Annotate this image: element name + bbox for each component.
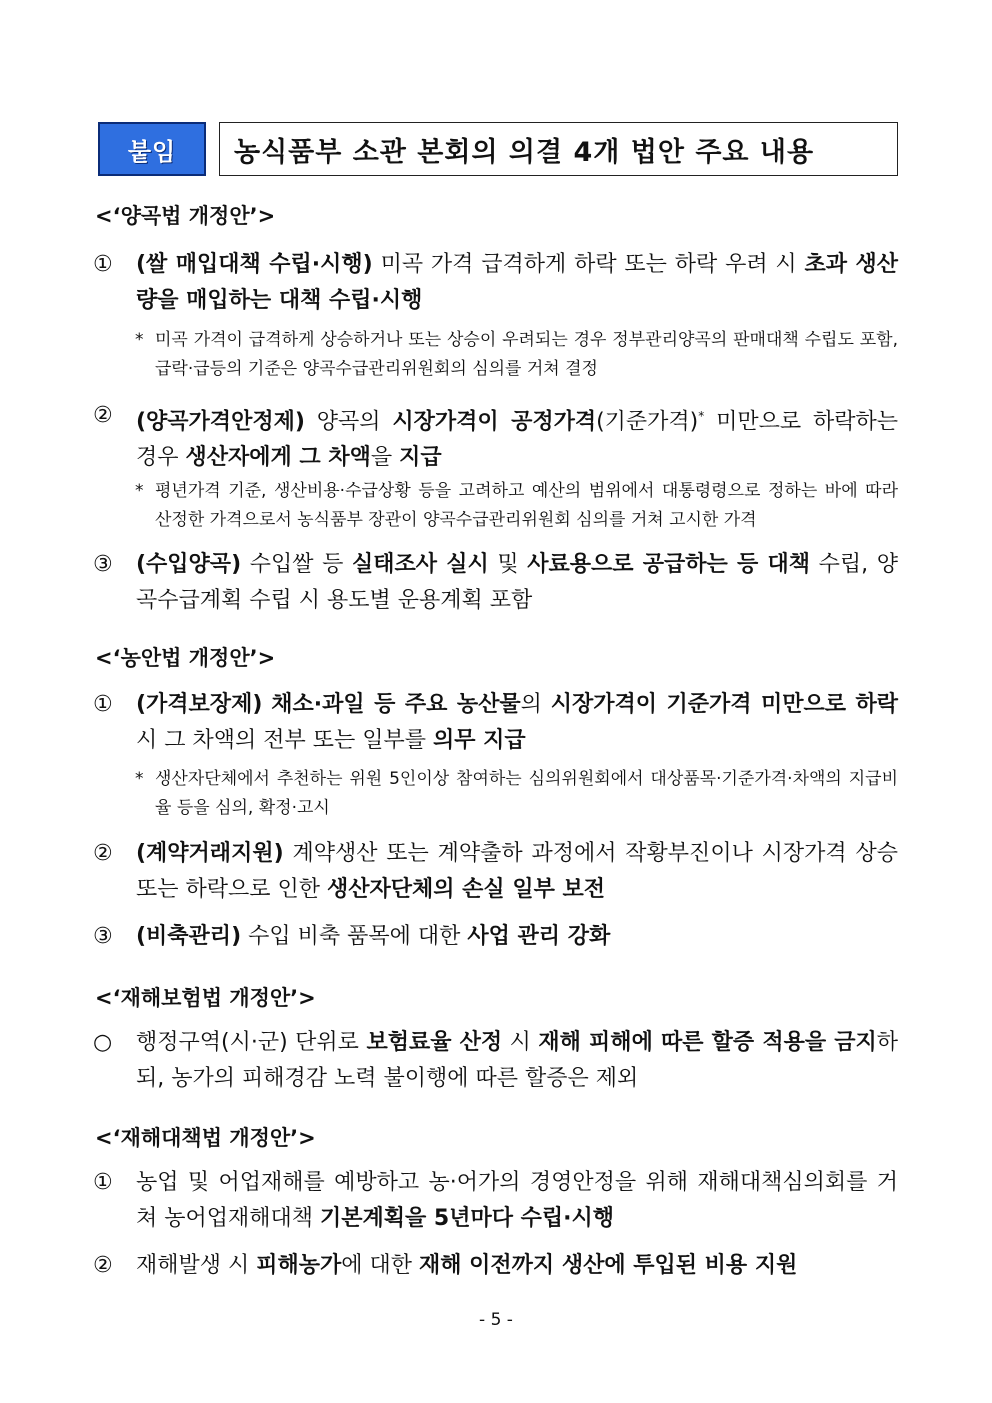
item-number: ③	[93, 552, 113, 577]
item-text: (가격보장제) 채소·과일 등 주요 농산물의 시장가격이 기준가격 미만으로 하락 시 그 차액의 전부 또는 일부를 의무 지급	[136, 692, 898, 753]
section-title-disaster-countermeasures-act: <‘재해대책법 개정안’>	[95, 1126, 316, 1150]
list-item	[93, 247, 898, 319]
attachment-badge: 붙임	[98, 122, 206, 176]
item-number: ③	[93, 924, 113, 949]
list-item	[93, 398, 898, 476]
footnote-text: 평년가격 기준, 생산비용·수급상황 등을 고려하고 예산의 범위에서 대통령령으로 정하는 바에 따라 산정한 가격으로서 농식품부 장관이 양곡수급관리위원회 심의를 거쳐 고시한 가격	[155, 481, 898, 530]
section-title-agri-distribution-act: <‘농안법 개정안’>	[95, 646, 276, 670]
item-text: 행정구역(시·군) 단위로 보험료율 산정 시 재해 피해에 따른 할증 적용을 금지하되, 농가의 피해경감 노력 불이행에 따른 할증은 제외	[136, 1030, 899, 1091]
header	[98, 122, 898, 178]
item-number: ②	[93, 403, 113, 428]
section-title-disaster-insurance-act: <‘재해보험법 개정안’>	[95, 986, 316, 1010]
item-bullet: ○	[93, 1030, 113, 1055]
list-item	[93, 1025, 898, 1097]
item-number: ①	[93, 692, 113, 717]
list-item	[93, 687, 898, 759]
item-text: (양곡가격안정제) 양곡의 시장가격이 공정가격(기준가격)* 미만으로 하락하는 경우 생산자에게 그 차액을 지급	[136, 409, 898, 471]
list-item	[93, 1248, 898, 1284]
footnote-marker: *	[135, 769, 144, 789]
item-text: (비축관리) 수입 비축 품목에 대한 사업 관리 강화	[136, 924, 611, 949]
item-text: (쌀 매입대책 수립·시행) 미곡 가격 급격하게 하락 또는 하락 우려 시 초과 생산량을 매입하는 대책 수립·시행	[136, 252, 898, 313]
list-item	[93, 547, 898, 619]
footnote-marker: *	[135, 481, 144, 501]
footnote-marker: *	[135, 330, 144, 350]
footnote-text: 생산자단체에서 추천하는 위원 5인이상 참여하는 심의위원회에서 대상품목·기준가격·차액의 지급비율 등을 심의, 확정·고시	[155, 769, 898, 818]
item-number: ②	[93, 1253, 113, 1278]
footnote	[135, 765, 898, 823]
item-text: (계약거래지원) 계약생산 또는 계약출하 과정에서 작황부진이나 시장가격 상승 또는 하락으로 인한 생산자단체의 손실 일부 보전	[136, 841, 898, 902]
item-number: ①	[93, 1170, 113, 1195]
list-item	[93, 1165, 898, 1237]
item-text: 재해발생 시 피해농가에 대한 재해 이전까지 생산에 투입된 비용 지원	[136, 1253, 798, 1278]
section-title-grain-act: <‘양곡법 개정안’>	[95, 204, 276, 228]
footnote-text: 미곡 가격이 급격하게 상승하거나 또는 상승이 우려되는 경우 정부관리양곡의 판매대책 수립도 포함, 급락·급등의 기준은 양곡수급관리위원회의 심의를 거쳐 결정	[155, 330, 898, 379]
page-title: 농식품부 소관 본회의 의결 4개 법안 주요 내용	[219, 122, 898, 176]
item-number: ②	[93, 841, 113, 866]
footnote	[135, 326, 898, 384]
page-number: - 5 -	[479, 1310, 513, 1330]
list-item	[93, 919, 898, 955]
list-item	[93, 836, 898, 908]
item-text: 농업 및 어업재해를 예방하고 농·어가의 경영안정을 위해 재해대책심의회를 거쳐 농어업재해대책 기본계획을 5년마다 수립·시행	[136, 1170, 898, 1231]
footnote	[135, 477, 898, 535]
item-number: ①	[93, 252, 113, 277]
item-text: (수입양곡) 수입쌀 등 실태조사 실시 및 사료용으로 공급하는 등 대책 수립, 양곡수급계획 수립 시 용도별 운용계획 포함	[136, 552, 898, 613]
